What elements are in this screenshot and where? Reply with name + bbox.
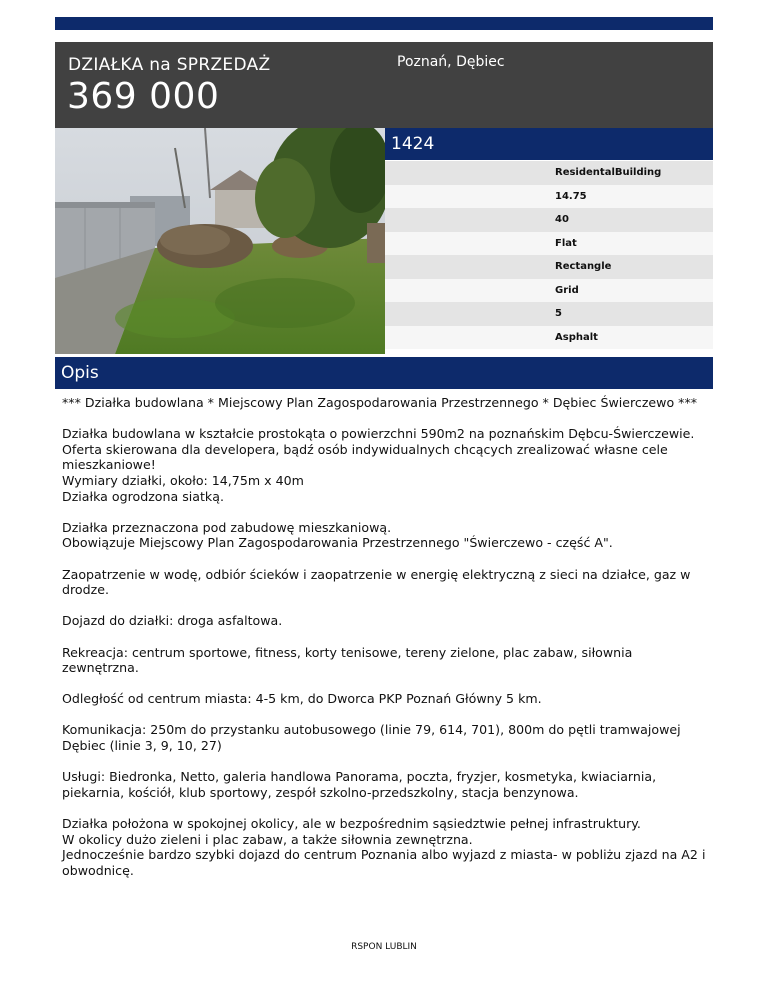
description-body bbox=[62, 395, 712, 894]
listing-type: DZIAŁKA na SPRZEDAŻ bbox=[68, 55, 271, 75]
agency-footer: RSPON LUBLIN bbox=[351, 942, 417, 952]
description-line: Usługi: Biedronka, Netto, galeria handlowa Panorama, poczta, fryzjer, kosmetyka, kwiaciarnia, piekarnia, kościół, klub sportowy, zespół szkolno-przedszkolny, stacja benzynowa. bbox=[62, 769, 657, 800]
description-line: Jednocześnie bardzo szybki dojazd do centrum Poznania albo wyjazd z miasta- w pobliżu zjazd na A2 i obwodnicę. bbox=[62, 847, 706, 878]
param-value: 40 bbox=[555, 214, 569, 225]
description-paragraph bbox=[62, 691, 712, 707]
param-row bbox=[385, 232, 713, 256]
param-row bbox=[385, 208, 713, 232]
description-line: W okolicy dużo zieleni i plac zabaw, a także siłownia zewnętrzna. bbox=[62, 831, 473, 847]
listing-id-bar bbox=[385, 128, 713, 160]
param-row bbox=[385, 279, 713, 303]
description-line: Wymiary działki, około: 14,75m x 40m bbox=[62, 472, 304, 488]
param-row bbox=[385, 255, 713, 279]
description-line: Działka budowlana w kształcie prostokąta o powierzchni 590m2 na poznańskim Dębcu-Świerczewie. bbox=[62, 426, 695, 442]
description-paragraph bbox=[62, 520, 712, 551]
description-paragraph bbox=[62, 567, 712, 598]
description-paragraph bbox=[62, 395, 712, 411]
param-row bbox=[385, 185, 713, 209]
description-line: Obowiązuje Miejscowy Plan Zagospodarowania Przestrzennego "Świerczewo - część A". bbox=[62, 535, 613, 551]
param-value: Flat bbox=[555, 237, 577, 249]
listing-header bbox=[55, 42, 713, 128]
param-value: 14.75 bbox=[555, 190, 587, 202]
description-paragraph bbox=[62, 816, 712, 878]
parameter-list bbox=[385, 161, 713, 349]
param-value: ResidentalBuilding bbox=[555, 167, 662, 178]
description-line: Rekreacja: centrum sportowe, fitness, korty tenisowe, tereny zielone, plac zabaw, siłownia zewnętrzna. bbox=[62, 644, 633, 676]
description-line: Odległość od centrum miasta: 4-5 km, do Dworca PKP Poznań Główny 5 km. bbox=[62, 691, 542, 707]
description-paragraph bbox=[62, 613, 712, 629]
description-line: *** Działka budowlana * Miejscowy Plan Zagospodarowania Przestrzennego * Dębiec Świerczewo *** bbox=[62, 395, 698, 410]
property-photo bbox=[55, 128, 385, 354]
listing-id: 1424 bbox=[391, 134, 435, 154]
description-title: Opis bbox=[61, 363, 99, 383]
description-line: Działka położona w spokojnej okolicy, ale w bezpośrednim sąsiedztwie pełnej infrastruktury. bbox=[62, 816, 641, 832]
description-paragraph bbox=[62, 645, 712, 676]
description-line: Zaopatrzenie w wodę, odbiór ścieków i zaopatrzenie w energię elektryczną z sieci na działce, gaz w drodze. bbox=[62, 566, 691, 598]
param-row bbox=[385, 326, 713, 350]
param-value: Asphalt bbox=[555, 331, 598, 343]
description-line: Działka przeznaczona pod zabudowę mieszkaniową. bbox=[62, 519, 392, 535]
description-line: Działka ogrodzona siatką. bbox=[62, 488, 224, 504]
description-paragraph bbox=[62, 426, 712, 504]
param-value: Grid bbox=[555, 284, 579, 296]
param-row bbox=[385, 161, 713, 185]
description-line: Dojazd do działki: droga asfaltowa. bbox=[62, 613, 283, 629]
description-header bbox=[55, 357, 713, 389]
listing-price: 369 000 bbox=[67, 76, 220, 117]
top-accent-bar bbox=[55, 17, 713, 30]
param-value: 5 bbox=[555, 308, 562, 319]
listing-location: Poznań, Dębiec bbox=[397, 54, 505, 70]
description-paragraph bbox=[62, 769, 712, 800]
description-paragraph bbox=[62, 722, 712, 753]
param-value: Rectangle bbox=[555, 261, 612, 272]
description-line: Oferta skierowana dla developera, bądź osób indywidualnych chcących zrealizować własne cele mieszkaniowe! bbox=[62, 441, 668, 473]
param-row bbox=[385, 302, 713, 326]
description-line: Komunikacja: 250m do przystanku autobusowego (linie 79, 614, 701), 800m do pętli tramwajowej Dębiec (linie 3, 9, 10, 27) bbox=[62, 722, 681, 754]
